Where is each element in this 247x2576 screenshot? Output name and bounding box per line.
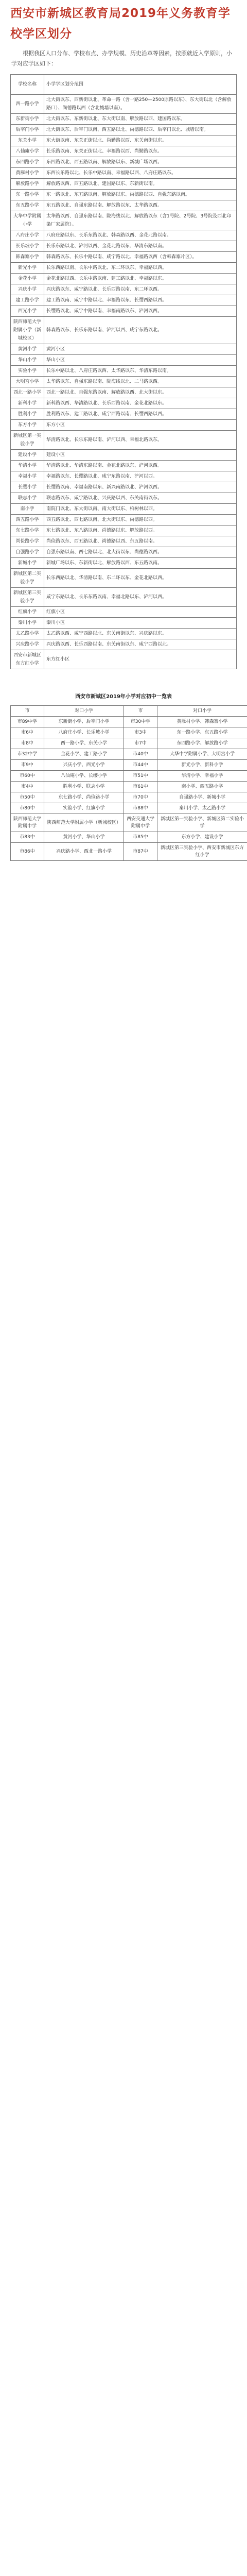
middle-table-wrapper xyxy=(0,705,247,861)
middle-school-cell: 市83中 xyxy=(11,832,44,843)
table-row xyxy=(11,639,237,650)
district-area-cell: 华清路以北、华清东路以南、金花北路以东、浐河以西。 xyxy=(44,461,237,471)
district-area-cell: 北大街以东、西新街以北、革命一路（含一路250—2500原路以东）、东大街以北（含解放路口）、尚德路以西（含北城墙以南）。 xyxy=(44,95,237,114)
table-row xyxy=(11,306,237,317)
school-name-cell: 秦川小学 xyxy=(11,618,44,629)
middle-school-cell: 市30中学 xyxy=(124,717,157,727)
table-row xyxy=(11,482,237,493)
school-name-cell: 尚俭路小学 xyxy=(11,536,44,547)
school-name-cell: 新城区第一实验小学 xyxy=(11,431,44,450)
school-name-cell: 长缨小学 xyxy=(11,482,44,493)
feeder-school-cell: 实验小学、红旗小学 xyxy=(44,803,124,814)
middle-school-cell: 市9中 xyxy=(11,760,44,771)
table-row xyxy=(11,274,237,284)
table-row xyxy=(11,749,247,760)
district-area-cell: 东西长乐路以北、长乐中路以南、幸福路以西、八府庄路以东。 xyxy=(44,168,237,179)
feeder-school-cell: 东七路小学、尚俭路小学 xyxy=(44,792,124,803)
district-area-cell: 红旗小区 xyxy=(44,607,237,618)
table-row xyxy=(11,843,247,861)
middle-school-cell: 市51中 xyxy=(124,771,157,782)
school-name-cell: 后宰门小学 xyxy=(11,125,44,135)
middle-school-cell: 市61中 xyxy=(124,782,157,792)
table-row xyxy=(11,792,247,803)
feeder-school-cell: 陕西师范大学附属小学（新城校区） xyxy=(44,814,124,832)
school-name-cell: 新城区第二实验小学 xyxy=(11,569,44,588)
district-area-cell: 北大街以东、后宰门以南、西五路以北、尚德路以西、后宰门以北、城墙以南。 xyxy=(44,125,237,135)
district-area-cell: 东五路以北、自强东路以南、解放路以东、太华路以西。 xyxy=(44,200,237,211)
middle-school-cell: 市44中 xyxy=(124,760,157,771)
school-name-cell: 南小学 xyxy=(11,504,44,515)
school-name-cell: 兴庆小学 xyxy=(11,284,44,295)
district-area-cell: 长乐西路以南、长乐中路以北、东二环以东、幸福路以西。 xyxy=(44,263,237,274)
table-row xyxy=(11,157,237,168)
district-area-cell: 长缨路以南、幸福南路以东、新兴南路以北、浐河以西。 xyxy=(44,482,237,493)
district-area-cell: 长乐西路以北、华清路以南、东二环以东、金花北路以西。 xyxy=(44,569,237,588)
district-area-cell: 兴庆路以东、咸宁路以北、长乐西路以南、东二环以西。 xyxy=(44,284,237,295)
school-name-cell: 大华中学附属小学 xyxy=(11,211,44,230)
table-row xyxy=(11,607,237,618)
school-name-cell: 太乙路小学 xyxy=(11,629,44,639)
district-area-cell: 华山小区 xyxy=(44,355,237,366)
feeder-school-cell: 南小学、西五路小学 xyxy=(157,782,247,792)
feeder-school-cell: 自强路小学、新城小学 xyxy=(157,792,247,803)
table-row xyxy=(11,569,237,588)
feeder-school-cell: 新光小学、新科小学 xyxy=(157,760,247,771)
middle-school-cell: 市6中 xyxy=(11,727,44,738)
section-separator xyxy=(0,669,247,690)
feeder-school-cell: 黄河小学、华山小学 xyxy=(44,832,124,843)
school-name-cell: 东五路小学 xyxy=(11,200,44,211)
feeder-school-cell: 胜利小学、联志小学 xyxy=(44,782,124,792)
district-area-cell: 北大街以东、东新街以北、东大街以南、解放路以西、建国路以东。 xyxy=(44,114,237,125)
feeder-school-cell: 兴庆路小学、西北一路小学 xyxy=(44,843,124,861)
table-row xyxy=(11,803,247,814)
feeder-school-cell: 黄雁村小学、韩森寨小学 xyxy=(157,717,247,727)
table-row xyxy=(11,547,237,558)
school-name-cell: 陕西师范大学附属小学（新城校区） xyxy=(11,317,44,344)
feeder-school-cell: 东四路小学、解放路小学 xyxy=(157,738,247,749)
middle-school-cell: 市3中 xyxy=(124,727,157,738)
feeder-school-cell: 金花小学、建工路小学 xyxy=(44,749,124,760)
table-row xyxy=(11,706,247,717)
feeder-school-cell: 新城区第三实验小学、西安市新城区东方红小学 xyxy=(157,843,247,861)
feeder-school-cell: 新城区第一实验小学、新城区第二实验小学 xyxy=(157,814,247,832)
middle-school-cell: 市86中 xyxy=(11,843,44,861)
district-area-cell: 东方小区 xyxy=(44,420,237,431)
middle-school-cell: 市85中 xyxy=(124,832,157,843)
feeder-school-cell: 东一路小学、东五路小学 xyxy=(157,727,247,738)
district-area-cell: 秦川小区 xyxy=(44,618,237,629)
table-row xyxy=(11,588,237,607)
school-name-cell: 长乐坡小学 xyxy=(11,241,44,252)
school-name-cell: 八仙庵小学 xyxy=(11,146,44,157)
table-row xyxy=(11,461,237,471)
table-row xyxy=(11,355,237,366)
district-area-cell: 长乐东路以北、浐河以西、金花北路以东、华清东路以南。 xyxy=(44,241,237,252)
middle-school-cell: 市40中 xyxy=(124,749,157,760)
district-area-cell: 华清路以北、长乐东路以南、浐河以西、幸福北路以东。 xyxy=(44,431,237,450)
table-row xyxy=(11,558,237,569)
district-area-cell: 长乐中路以北、八府庄路以西、太华路以东、华清东路以南。 xyxy=(44,366,237,377)
feeder-school-cell: 大华中学附属小学、大明宫小学 xyxy=(157,749,247,760)
table-row xyxy=(11,471,237,482)
school-name-cell: 金花小学 xyxy=(11,274,44,284)
table-row xyxy=(11,230,237,241)
table-row xyxy=(11,146,237,157)
district-area-cell: 新城广场以东、东新街以北、解放路以西、东五路以南。 xyxy=(44,558,237,569)
school-name-cell: 东方小学 xyxy=(11,420,44,431)
table-row xyxy=(11,536,237,547)
table-row xyxy=(11,526,237,536)
feeder-school-cell: 对口小学 xyxy=(44,706,124,717)
table-row xyxy=(11,431,237,450)
table-row xyxy=(11,241,237,252)
table-row xyxy=(11,344,237,355)
feeder-school-cell: 对口小学 xyxy=(157,706,247,717)
school-name-cell: 西一路小学 xyxy=(11,95,44,114)
middle-school-cell: 西安交通大学附属中学 xyxy=(124,814,157,832)
table-row xyxy=(11,387,237,398)
school-name-cell: 东关小学 xyxy=(11,135,44,146)
district-table xyxy=(10,74,237,669)
district-area-cell: 韩森路以东、长乐东路以南、浐河以西、咸宁东路以北。 xyxy=(44,317,237,344)
school-name-cell: 东一路小学 xyxy=(11,190,44,200)
middle-school-cell: 市 xyxy=(124,706,157,717)
school-name-cell: 自强路小学 xyxy=(11,547,44,558)
district-area-cell: 南院门以北、东大街以南、南大街以东、柏树林以西。 xyxy=(44,504,237,515)
district-area-cell: 胜利路以东、建工路以北、咸宁西路以南、长缨西路以西。 xyxy=(44,409,237,420)
district-area-cell: 东大街以南、东关正街以北、尚勤路以西、东关南街以东。 xyxy=(44,135,237,146)
district-area-cell: 建设小区 xyxy=(44,450,237,461)
district-area-cell: 长缨路以北、咸宁中路以南、幸福南路以东、浐河以西。 xyxy=(44,306,237,317)
middle-school-cell: 市88中 xyxy=(124,803,157,814)
middle-school-cell: 市89中学 xyxy=(11,717,44,727)
school-name-cell: 黄雁村小学 xyxy=(11,168,44,179)
district-table-wrapper xyxy=(0,74,247,669)
district-area-cell: 太华路以东、自强东路以南、陇海线以北、二马路以西。 xyxy=(44,377,237,387)
table-row xyxy=(11,200,237,211)
middle-school-cell: 市 xyxy=(11,706,44,717)
table-row xyxy=(11,727,247,738)
district-table-body xyxy=(11,75,237,669)
school-name-cell: 建设小学 xyxy=(11,450,44,461)
table-row xyxy=(11,450,237,461)
header-area: 小学学区划分范围 xyxy=(44,75,237,95)
school-name-cell: 东新街小学 xyxy=(11,114,44,125)
school-name-cell: 东七路小学 xyxy=(11,526,44,536)
table-row xyxy=(11,252,237,263)
district-table-header xyxy=(11,75,237,95)
school-name-cell: 联志小学 xyxy=(11,493,44,504)
table-row xyxy=(11,493,237,504)
middle-table-title: 西安市新城区2019年小学对应初中一览表 xyxy=(75,694,172,700)
district-area-cell: 建工路以南、咸宁中路以北、幸福路以东、长缨西路以西。 xyxy=(44,295,237,306)
school-name-cell: 韩森寨小学 xyxy=(11,252,44,263)
district-area-cell: 联志路以东、咸宁路以北、兴庆路以西、东关南街以东。 xyxy=(44,493,237,504)
table-row xyxy=(11,284,237,295)
district-area-cell: 韩森路以东、长乐中路以南、咸宁路以北、幸福路以西（含韩森寨片区）。 xyxy=(44,252,237,263)
table-row xyxy=(11,366,237,377)
table-row xyxy=(11,717,247,727)
table-row xyxy=(11,211,237,230)
table-row xyxy=(11,760,247,771)
middle-school-cell: 市60中 xyxy=(11,771,44,782)
intro-paragraph: 根据我区人口分布、学校布点、办学规模、历史沿革等因素，按照就近入学原则，小学对应学区如下： xyxy=(11,50,232,67)
school-name-cell: 建工路小学 xyxy=(11,295,44,306)
middle-school-cell: 市4中 xyxy=(11,782,44,792)
district-area-cell: 太华路以西、自强东路以南、陇海线以北、解放路以东（含1号院、2号院、3号院及西北印染厂家属院）。 xyxy=(44,211,237,230)
school-name-cell: 解放路小学 xyxy=(11,179,44,190)
district-area-cell: 幸福路以东、长缨路以北、咸宁东路以南、浐河以西。 xyxy=(44,471,237,482)
school-name-cell: 胜利小学 xyxy=(11,409,44,420)
district-area-cell: 西五路以北、西七路以南、北大街以东、尚德路以西。 xyxy=(44,515,237,526)
feeder-school-cell: 东方小学、建设小学 xyxy=(157,832,247,843)
school-name-cell: 大明宫小学 xyxy=(11,377,44,387)
feeder-school-cell: 八仙庵小学、长缨小学 xyxy=(44,771,124,782)
school-name-cell: 实验小学 xyxy=(11,366,44,377)
table-row xyxy=(11,190,237,200)
feeder-school-cell: 秦川小学、太乙路小学 xyxy=(157,803,247,814)
district-area-cell: 东一路以北、东五路以南、解放路以东、尚德路以西、自强东路以南。 xyxy=(44,190,237,200)
header-school: 学校名称 xyxy=(11,75,44,95)
district-area-cell: 自强东路以南、西七路以北、北大街以东、尚德路以西。 xyxy=(44,547,237,558)
school-name-cell: 新城区第三实验小学 xyxy=(11,588,44,607)
middle-school-cell: 市32中学 xyxy=(11,749,44,760)
district-area-cell: 八府庄路以东、长乐东路以北、韩森路以西、金花北路以南。 xyxy=(44,230,237,241)
table-row xyxy=(11,832,247,843)
school-name-cell: 东四路小学 xyxy=(11,157,44,168)
table-row xyxy=(11,629,237,639)
table-row xyxy=(11,650,237,669)
school-name-cell: 西五路小学 xyxy=(11,515,44,526)
table-row xyxy=(11,317,237,344)
middle-school-cell: 市87中 xyxy=(124,843,157,861)
school-name-cell: 红旗小学 xyxy=(11,607,44,618)
school-name-cell: 华清小学 xyxy=(11,461,44,471)
district-area-cell: 解放路以西、西五路以北、建国路以东、东新街以南。 xyxy=(44,179,237,190)
school-name-cell: 新城小学 xyxy=(11,558,44,569)
table-row xyxy=(11,135,237,146)
feeder-school-cell: 华清小学、幸福小学 xyxy=(157,771,247,782)
district-area-cell: 东四路以北、西五路以南、解放路以东、新城广场以西。 xyxy=(44,157,237,168)
district-area-cell: 长乐路以南、东关正街以北、幸福路以西、尚勤路以东。 xyxy=(44,146,237,157)
middle-table xyxy=(10,705,247,861)
school-name-cell: 幸福小学 xyxy=(11,471,44,482)
district-area-cell: 兴庆路以西、长乐西路以南、东关南街以东、咸宁西路以北。 xyxy=(44,639,237,650)
table-row xyxy=(11,398,237,409)
middle-table-body xyxy=(11,706,247,861)
middle-school-cell: 市8中 xyxy=(11,738,44,749)
table-row xyxy=(11,420,237,431)
district-area-cell: 太乙路以西、咸宁西路以北、东关南街以东、兴庆路以东。 xyxy=(44,629,237,639)
table-row xyxy=(11,114,237,125)
middle-school-cell: 市70中 xyxy=(124,792,157,803)
feeder-school-cell: 西一路小学、东关小学 xyxy=(44,738,124,749)
feeder-school-cell: 兴庆小学、西光小学 xyxy=(44,760,124,771)
school-name-cell: 新光小学 xyxy=(11,263,44,274)
school-name-cell: 华山小学 xyxy=(11,355,44,366)
school-name-cell: 西安市新城区东方红小学 xyxy=(11,650,44,669)
table-row xyxy=(11,409,237,420)
school-name-cell: 黄河小学 xyxy=(11,344,44,355)
district-area-cell: 尚俭路以东、西五路以北、尚德路以西、东五路以南。 xyxy=(44,536,237,547)
table-row xyxy=(11,771,247,782)
district-area-cell: 咸宁东路以北、长乐东路以南、幸福北路以东、浐河以西。 xyxy=(44,588,237,607)
district-area-cell: 西北一路以北、自强东路以南、解放路以西、北大街以东。 xyxy=(44,387,237,398)
table-row xyxy=(11,782,247,792)
district-area-cell: 新科路以西、华清路以北、长乐西路以南、金花北路以东。 xyxy=(44,398,237,409)
table-row xyxy=(11,515,237,526)
table-row xyxy=(11,295,237,306)
school-name-cell: 兴庆路小学 xyxy=(11,639,44,650)
school-name-cell: 西光小学 xyxy=(11,306,44,317)
district-area-cell: 金花北路以西、长乐中路以南、建工路以北、幸福路以东。 xyxy=(44,274,237,284)
middle-school-cell: 陕西师范大学附属中学 xyxy=(11,814,44,832)
table-row xyxy=(11,814,247,832)
school-name-cell: 八府庄小学 xyxy=(11,230,44,241)
district-area-cell: 东方红小区 xyxy=(44,650,237,669)
table-row xyxy=(11,125,237,135)
middle-school-cell: 市7中 xyxy=(124,738,157,749)
table-row xyxy=(11,263,237,274)
table-row xyxy=(11,95,237,114)
middle-school-cell: 市80中 xyxy=(11,803,44,814)
table-row xyxy=(11,377,237,387)
table-row xyxy=(11,618,237,629)
district-area-cell: 黄河小区 xyxy=(44,344,237,355)
school-name-cell: 新科小学 xyxy=(11,398,44,409)
table-row xyxy=(11,504,237,515)
district-area-cell: 东七路以北、东八路以南、尚德路以东、解放路以西。 xyxy=(44,526,237,536)
table-row xyxy=(11,738,247,749)
feeder-school-cell: 八府庄小学、长乐坡小学 xyxy=(44,727,124,738)
middle-school-cell: 市50中 xyxy=(11,792,44,803)
table-row xyxy=(11,168,237,179)
table-row xyxy=(11,179,237,190)
feeder-school-cell: 东新街小学、后宰门小学 xyxy=(44,717,124,727)
school-name-cell: 西北一路小学 xyxy=(11,387,44,398)
page-title: 西安市新城区教育局2019年义务教育学校学区划分 xyxy=(10,7,231,41)
